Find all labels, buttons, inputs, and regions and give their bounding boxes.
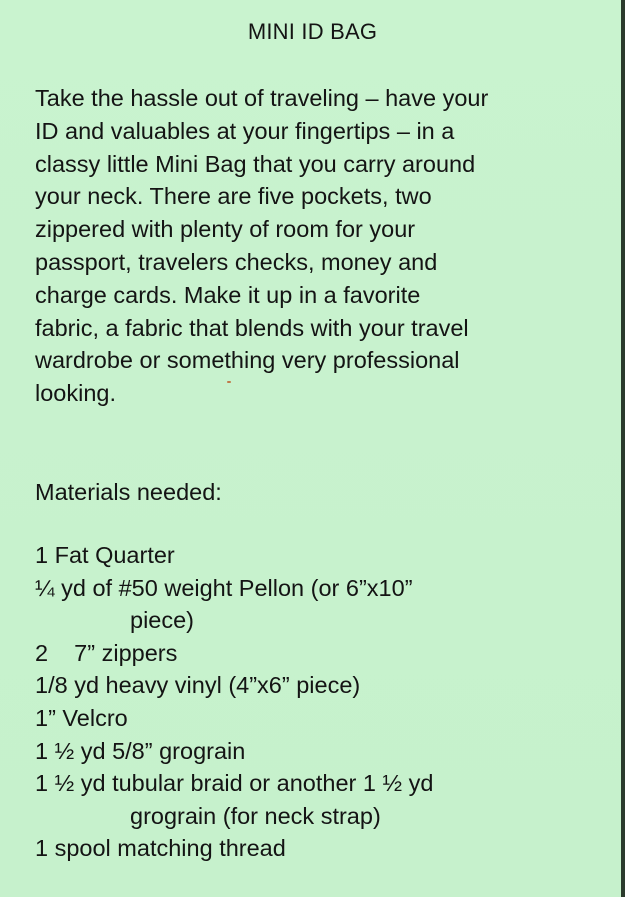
materials-heading: Materials needed:: [35, 479, 222, 505]
materials-list: [35, 539, 433, 865]
description-paragraph: [35, 82, 605, 410]
description-line: fabric, a fabric that blends with your travel: [35, 314, 469, 341]
description-line: zippered with plenty of room for your: [35, 216, 416, 243]
paper-speck: [227, 381, 231, 383]
materials-item: ¼ yd of #50 weight Pellon (or 6”x10”: [35, 574, 413, 601]
materials-item: 1 spool matching thread: [35, 835, 286, 862]
description-line: wardrobe or something very professional: [35, 347, 460, 374]
description-line: looking.: [35, 380, 116, 407]
description-line: Take the hassle out of traveling – have your: [35, 85, 489, 111]
description-line: passport, travelers checks, money and: [35, 248, 438, 275]
materials-item: 1 Fat Quarter: [35, 542, 175, 568]
materials-item: 1 ½ yd tubular braid or another 1 ½ yd: [35, 770, 434, 797]
materials-item: 1” Velcro: [35, 704, 128, 731]
materials-item: 2 7” zippers: [35, 639, 178, 666]
materials-item-continuation: piece): [130, 607, 195, 634]
description-line: classy little Mini Bag that you carry around: [35, 150, 476, 177]
description-line: charge cards. Make it up in a favorite: [35, 281, 421, 308]
page-title: MINI ID BAG: [247, 19, 378, 44]
description-line: ID and valuables at your fingertips – in a: [35, 117, 455, 144]
description-line: your neck. There are five pockets, two: [35, 183, 432, 210]
materials-item: 1 ½ yd 5/8” grograin: [35, 737, 246, 764]
materials-item: 1/8 yd heavy vinyl (4”x6” piece): [35, 672, 361, 699]
materials-item-continuation: grograin (for neck strap): [130, 802, 381, 829]
